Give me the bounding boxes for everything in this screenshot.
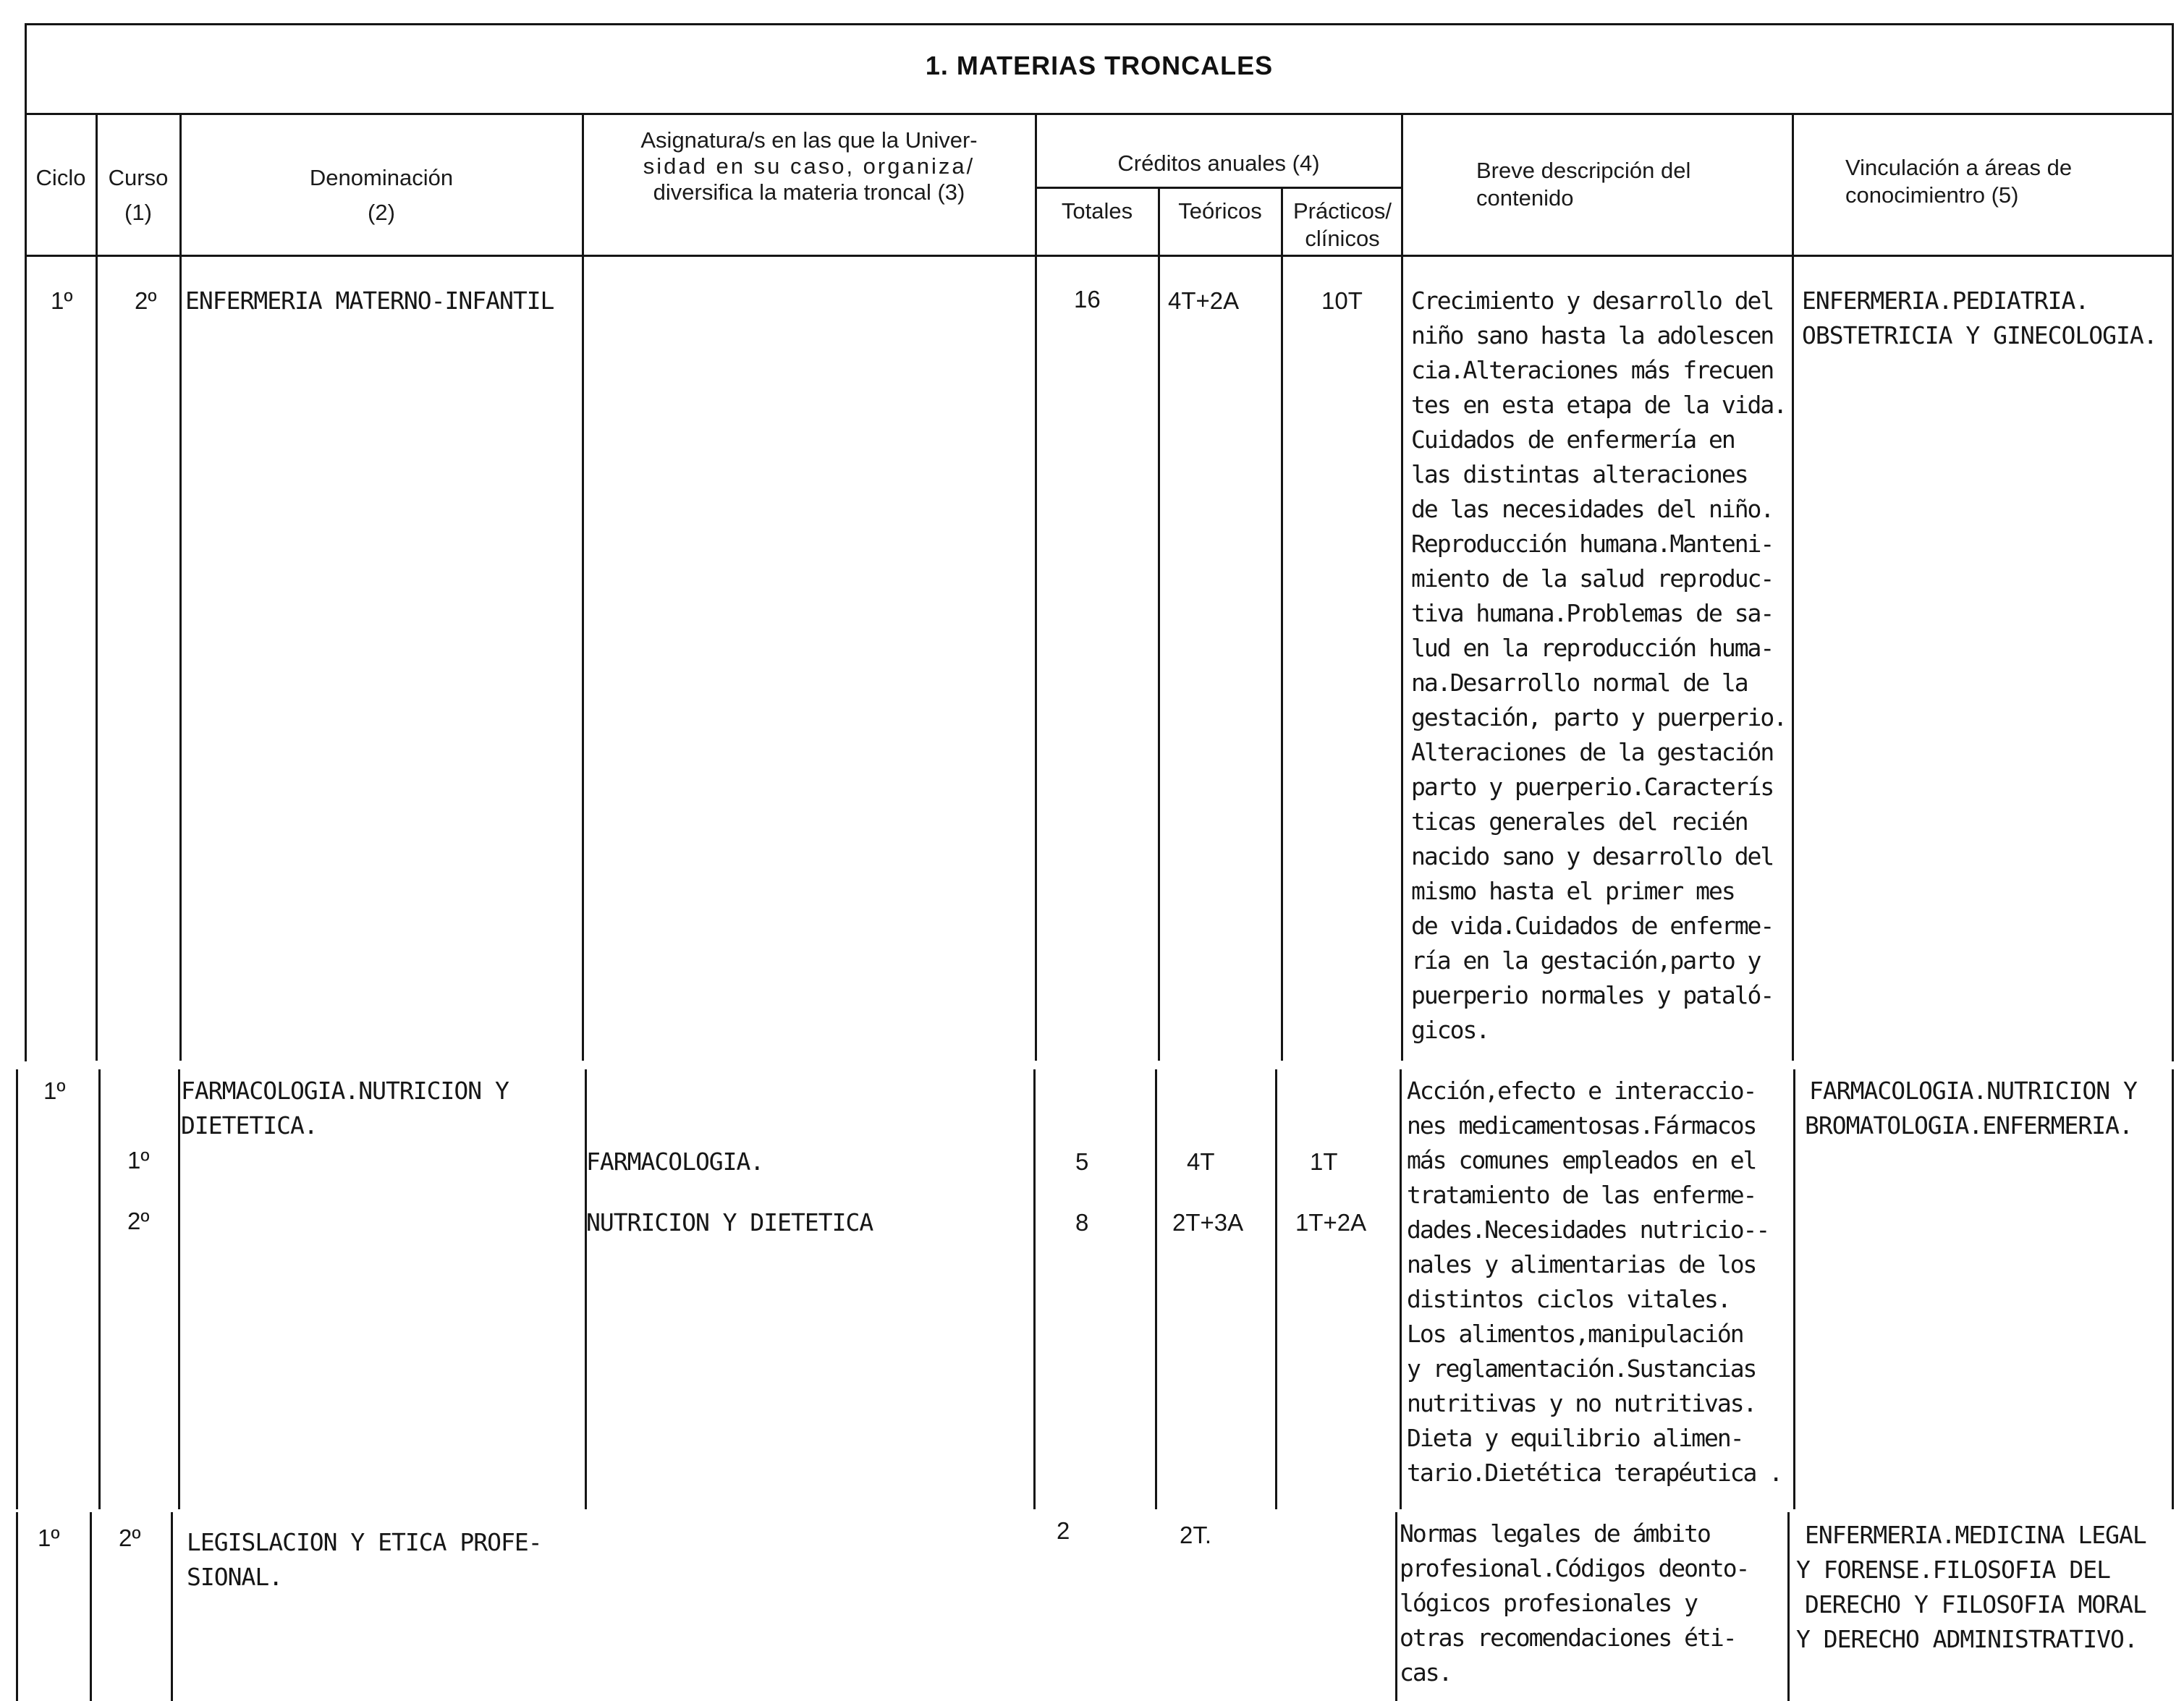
row-1-teoricos: 4T+2A xyxy=(1168,287,1240,314)
row-3-totales: 2 xyxy=(1057,1517,1070,1544)
header-creditos: Créditos anuales (4) xyxy=(1117,150,1320,176)
row-2-denominacion-line-1: FARMACOLOGIA.NUTRICION Y xyxy=(181,1077,509,1105)
header-vinculacion-line-1: Vinculación a áreas de xyxy=(1845,155,2073,180)
row-2-sub-2-practicos: 1T+2A xyxy=(1295,1209,1367,1236)
header-teoricos: Teóricos xyxy=(1178,198,1262,224)
header-descripcion-line-1: Breve descripción del xyxy=(1476,158,1691,183)
row-2-sub-1-teoricos: 4T xyxy=(1187,1148,1215,1175)
header-ciclo: Ciclo xyxy=(35,165,86,190)
row-2-sub-2-asignatura: NUTRICION Y DIETETICA xyxy=(586,1208,873,1236)
row-1-curso: 2º xyxy=(135,287,157,314)
row-1-vinculacion-line-2: OBSTETRICIA Y GINECOLOGIA. xyxy=(1802,321,2157,349)
row-2-sub-1-totales: 5 xyxy=(1075,1148,1089,1175)
row-2-sub-1-asignatura: FARMACOLOGIA. xyxy=(586,1148,764,1176)
header-curso: Curso xyxy=(108,165,169,190)
row-2-sub-2-teoricos: 2T+3A xyxy=(1172,1209,1244,1236)
row-2-sub-2-curso: 2º xyxy=(127,1208,150,1234)
header-totales: Totales xyxy=(1061,198,1133,224)
row-1-denominacion: ENFERMERIA MATERNO-INFANTIL xyxy=(185,287,554,315)
header-asignaturas-line-3: diversifica la materia troncal (3) xyxy=(653,179,965,205)
header-practicos-line-2: clínicos xyxy=(1305,226,1380,251)
header-asignaturas-line-2: sidad en su caso, organiza/ xyxy=(643,153,975,179)
row-2-vinculacion-line-2: BROMATOLOGIA.ENFERMERIA. xyxy=(1805,1111,2133,1140)
row-1-practicos: 10T xyxy=(1321,287,1363,314)
page-title: 1. MATERIAS TRONCALES xyxy=(925,51,1274,80)
row-2-ciclo: 1º xyxy=(43,1077,66,1104)
row-3-vinculacion-line-1: ENFERMERIA.MEDICINA LEGAL xyxy=(1805,1521,2146,1549)
row-2-sub-1-curso: 1º xyxy=(127,1147,150,1174)
row-3-denominacion-line-1: LEGISLACION Y ETICA PROFE- xyxy=(187,1528,542,1556)
row-3-vinculacion-line-2: Y FORENSE.FILOSOFIA DEL xyxy=(1796,1556,2110,1584)
row-3-vinculacion-line-3: DERECHO Y FILOSOFIA MORAL xyxy=(1805,1590,2146,1619)
header-vinculacion-line-2: conocimientro (5) xyxy=(1845,182,2019,208)
row-1-totales: 16 xyxy=(1074,286,1101,313)
header-descripcion-line-2: contenido xyxy=(1476,185,1574,211)
row-1-descripcion: Crecimiento y desarrollo del niño sano hasta la adolescen cia.Alteraciones más frecuen tes en esta etapa de la vida. Cuidados de enfermería en las distintas alteraciones de las necesidades del niño. Reproducción humana.Manteni- miento de la salud reproduc- tiva humana.Problemas de sa- lud en la reproducción huma- na.Desarrollo normal de la gestación, parto y puerperio. Alteraciones de la gestación parto y puerperio.Caracterís ticas generales del recién nacido sano y desarrollo del mismo hasta el primer mes de vida.Cuidados de enferme- ría en la gestación,parto y puerperio normales y pataló- gicos. xyxy=(1411,287,1787,1044)
header-denominacion: Denominación xyxy=(309,165,454,190)
row-3-vinculacion-line-4: Y DERECHO ADMINISTRATIVO. xyxy=(1796,1625,2138,1653)
row-2-descripcion: Acción,efecto e interaccio- nes medicamentosas.Fármacos más comunes empleados en el tratamiento de las enferme- dades.Necesidades nutricio-- nales y alimentarias de los distintos ciclos vitales. Los alimentos,manipulación y reglamentación.Sustancias nutritivas y no nutritivas. Dieta y equilibrio alimen- tario.Dietética terapéutica . xyxy=(1407,1077,1782,1487)
row-3-denominacion-line-2: SIONAL. xyxy=(187,1563,283,1591)
header-curso-note: (1) xyxy=(124,200,152,225)
row-3-curso: 2º xyxy=(119,1524,141,1551)
header-practicos-line-1: Prácticos/ xyxy=(1292,198,1392,224)
row-2-denominacion-line-2: DIETETICA. xyxy=(181,1111,318,1140)
header-asignaturas-line-1: Asignatura/s en las que la Univer- xyxy=(640,127,978,153)
row-1-ciclo: 1º xyxy=(51,287,73,314)
header-denominacion-note: (2) xyxy=(368,200,395,225)
row-2-sub-2-totales: 8 xyxy=(1075,1209,1089,1236)
row-2-vinculacion-line-1: FARMACOLOGIA.NUTRICION Y xyxy=(1809,1077,2137,1105)
row-3-descripcion: Normas legales de ámbito profesional.Códigos deonto- lógicos profesionales y otras recomendaciones éti- cas. xyxy=(1400,1519,1749,1687)
row-2-sub-1-practicos: 1T xyxy=(1310,1148,1338,1175)
row-1-vinculacion-line-1: ENFERMERIA.PEDIATRIA. xyxy=(1802,287,2089,315)
row-3-teoricos: 2T. xyxy=(1180,1522,1212,1548)
row-3-ciclo: 1º xyxy=(38,1524,60,1551)
